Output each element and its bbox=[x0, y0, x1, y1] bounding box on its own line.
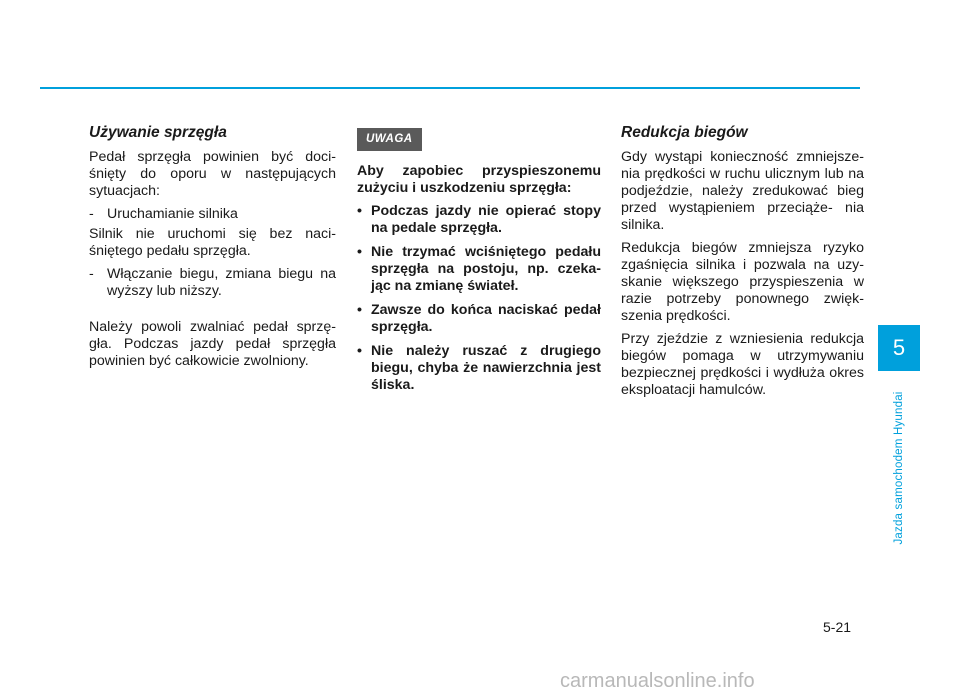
warning-badge: UWAGA bbox=[357, 128, 422, 151]
bullet-mark: • bbox=[357, 203, 362, 219]
chapter-title-text: Jazda samochodem Hyundai bbox=[893, 391, 905, 545]
warning-bullet bbox=[357, 343, 601, 394]
warning-bullet bbox=[357, 244, 601, 295]
warning-intro: Aby zapobiec przyspieszonemu zużyciu i uszkodzeniu sprzęgła: bbox=[357, 163, 601, 196]
section-heading-clutch: Używanie sprzęgła bbox=[89, 124, 227, 141]
list-item bbox=[89, 206, 336, 223]
right-column bbox=[621, 124, 864, 405]
list-item-text: Uruchamianie silnika bbox=[107, 206, 238, 222]
warning-bullet bbox=[357, 302, 601, 336]
chapter-number-tab: 5 bbox=[878, 325, 920, 371]
paragraph: Gdy wystąpi konieczność zmniejsze- nia prędkości w ruchu ulicznym lub na podjeździe, należy zredukować bieg przed wystąpieniem przeciąże- nia silnika. bbox=[621, 149, 864, 233]
list-item bbox=[89, 266, 336, 300]
left-column bbox=[89, 124, 336, 376]
section-heading-downshift: Redukcja biegów bbox=[621, 124, 748, 141]
paragraph: Redukcja biegów zmniejsza ryzyko zgaśnięcia silnika i pozwala na uzy- skanie większego przyspieszenia w razie potrzeby ponownego zwięk- szenia prędkości. bbox=[621, 240, 864, 324]
list-item-text: Włączanie biegu, zmiana biegu na wyższy lub niższy. bbox=[107, 266, 336, 299]
watermark: carmanualsonline.info bbox=[560, 670, 755, 692]
bullet-mark: • bbox=[357, 244, 362, 260]
dash-mark: - bbox=[89, 206, 94, 222]
dash-mark: - bbox=[89, 266, 94, 282]
warning-bullet-text: Nie należy ruszać z drugiego biegu, chyba że nawierzchnia jest śliska. bbox=[371, 343, 601, 393]
top-rule bbox=[40, 87, 860, 89]
intro-paragraph: Pedał sprzęgła powinien być doci- śnięty do oporu w następujących sytuacjach: bbox=[89, 149, 336, 199]
closing-paragraph: Należy powoli zwalniać pedał sprzę- gła. Podczas jazdy pedał sprzęgła powinien być całkowicie zwolniony. bbox=[89, 319, 336, 369]
warning-bullet bbox=[357, 203, 601, 237]
middle-column bbox=[357, 124, 601, 401]
paragraph: Przy zjeździe z wzniesienia redukcja biegów pomaga w utrzymywaniu bezpiecznej prędkości i wydłuża okres eksploatacji hamulców. bbox=[621, 331, 864, 398]
bullet-mark: • bbox=[357, 302, 362, 318]
bullet-mark: • bbox=[357, 343, 362, 359]
warning-bullet-text: Nie trzymać wciśniętego pedału sprzęgła na postoju, np. czeka- jąc na zmianę świateł. bbox=[371, 244, 601, 294]
page-number: 5-21 bbox=[823, 619, 852, 635]
warning-bullet-text: Zawsze do końca naciskać pedał sprzęgła. bbox=[371, 302, 601, 335]
list-item-detail: Silnik nie uruchomi się bez naci- śniętego pedału sprzęgła. bbox=[89, 226, 336, 259]
warning-bullet-text: Podczas jazdy nie opierać stopy na pedale sprzęgła. bbox=[371, 203, 601, 236]
